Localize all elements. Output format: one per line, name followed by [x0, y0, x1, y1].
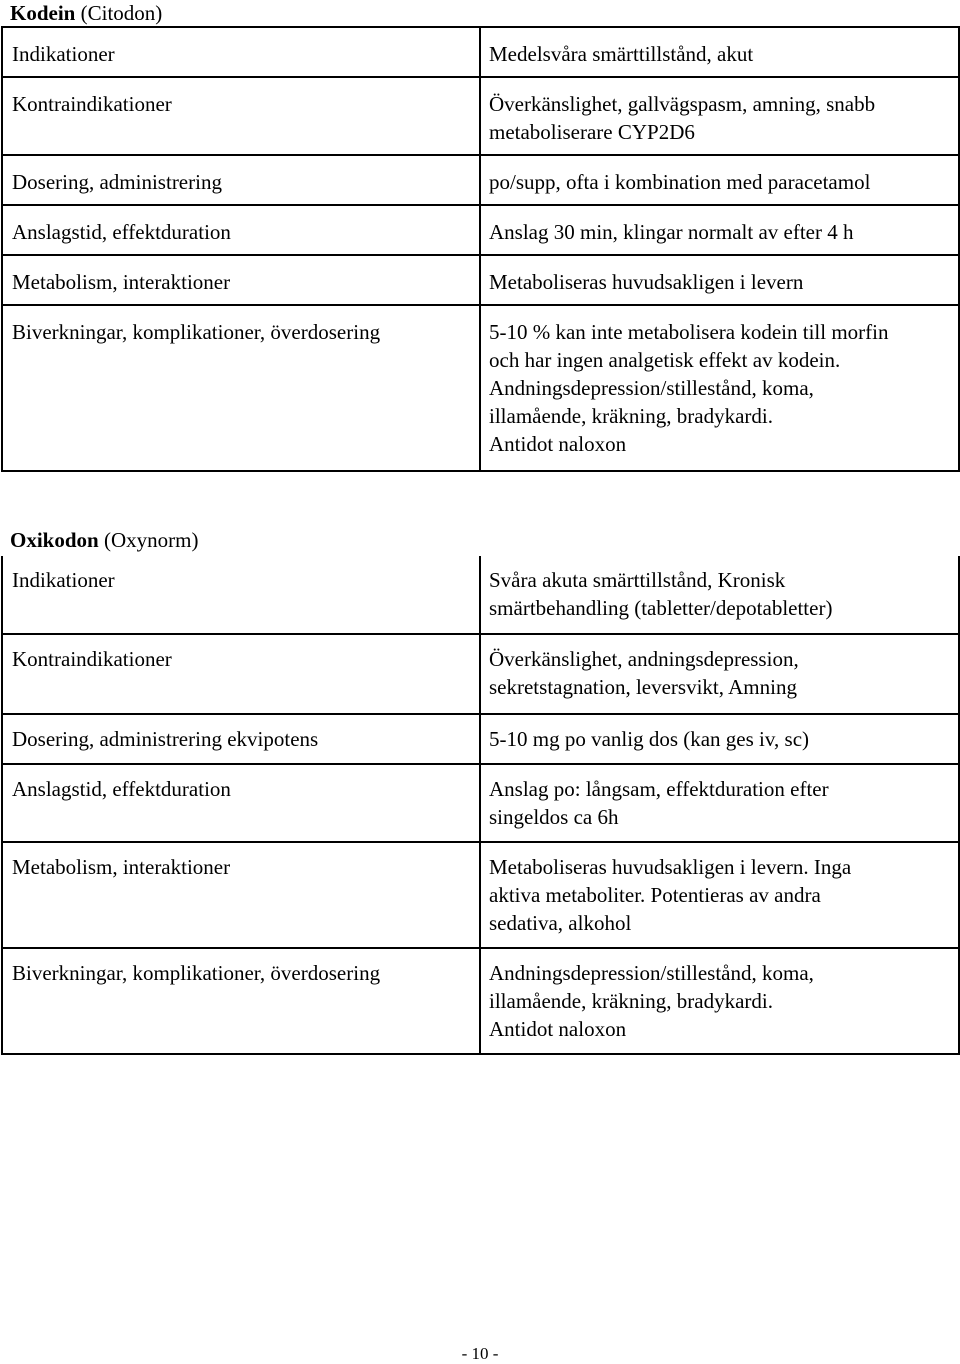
brand-name: (Oxynorm): [103, 528, 199, 552]
value-line: och har ingen analgetisk effekt av kodein.: [489, 348, 841, 372]
value-line: Andningsdepression/stillestånd, koma,: [489, 376, 814, 400]
table-row: [2, 948, 959, 1054]
row-value: [480, 77, 959, 155]
page-number: - 10 -: [461, 1344, 499, 1363]
row-value: [480, 556, 959, 634]
value-line: po/supp, ofta i kombination med paracetamol: [489, 170, 871, 194]
row-value: [480, 714, 959, 764]
value-line: Svåra akuta smärttillstånd, Kronisk: [489, 568, 786, 592]
table-row: [2, 556, 959, 634]
row-label: Indikationer: [2, 556, 480, 634]
value-line: aktiva metaboliter. Potentieras av andra: [489, 883, 821, 907]
table-row: [2, 634, 959, 714]
table-row: [2, 714, 959, 764]
drug-table-kodein: [1, 26, 960, 472]
row-label: Indikationer: [2, 27, 480, 77]
row-label: Dosering, administrering ekvipotens: [2, 714, 480, 764]
table-row: [2, 77, 959, 155]
row-label: Biverkningar, komplikationer, överdosering: [2, 948, 480, 1054]
value-line: Anslag po: långsam, effektduration efter: [489, 777, 829, 801]
row-label: Metabolism, interaktioner: [2, 255, 480, 305]
value-line: Antidot naloxon: [489, 1017, 627, 1041]
drug-table-oxikodon: [1, 556, 960, 1055]
row-value: [480, 634, 959, 714]
value-line: 5-10 % kan inte metabolisera kodein till morfin: [489, 320, 889, 344]
row-value: [480, 948, 959, 1054]
table-row: [2, 842, 959, 948]
row-label: Anslagstid, effektduration: [2, 205, 480, 255]
value-line: Andningsdepression/stillestånd, koma,: [489, 961, 814, 985]
brand-name: (Citodon): [80, 1, 163, 25]
row-value: [480, 255, 959, 305]
value-line: singeldos ca 6h: [489, 805, 619, 829]
value-line: smärtbehandling (tabletter/depotabletter): [489, 596, 833, 620]
value-line: Antidot naloxon: [489, 432, 627, 456]
table-row: [2, 155, 959, 205]
row-value: [480, 764, 959, 842]
value-line: Metaboliseras huvudsakligen i levern. Inga: [489, 855, 852, 879]
row-label: Biverkningar, komplikationer, överdosering: [2, 305, 480, 471]
value-line: Överkänslighet, gallvägspasm, amning, snabb: [489, 92, 876, 116]
drug-name: Kodein: [10, 1, 76, 25]
value-line: sekretstagnation, leversvikt, Amning: [489, 675, 797, 699]
row-label: Metabolism, interaktioner: [2, 842, 480, 948]
row-value: [480, 27, 959, 77]
value-line: Medelsvåra smärttillstånd, akut: [489, 42, 754, 66]
row-value: [480, 205, 959, 255]
drug-name: Oxikodon: [10, 528, 99, 552]
table-row: [2, 27, 959, 77]
value-line: 5-10 mg po vanlig dos (kan ges iv, sc): [489, 727, 810, 751]
value-line: metaboliserare CYP2D6: [489, 120, 695, 144]
section-title-oxikodon: [10, 527, 198, 553]
value-line: Metaboliseras huvudsakligen i levern: [489, 270, 804, 294]
table-row: [2, 764, 959, 842]
row-label: Kontraindikationer: [2, 634, 480, 714]
row-value: [480, 842, 959, 948]
table-row: [2, 205, 959, 255]
value-line: sedativa, alkohol: [489, 911, 632, 935]
table-row: [2, 255, 959, 305]
value-line: Överkänslighet, andningsdepression,: [489, 647, 799, 671]
section-title-kodein: [10, 0, 162, 26]
value-line: illamående, kräkning, bradykardi.: [489, 989, 773, 1013]
row-label: Anslagstid, effektduration: [2, 764, 480, 842]
row-value: [480, 155, 959, 205]
row-label: Dosering, administrering: [2, 155, 480, 205]
table-row: [2, 305, 959, 471]
row-label: Kontraindikationer: [2, 77, 480, 155]
value-line: illamående, kräkning, bradykardi.: [489, 404, 773, 428]
row-value: [480, 305, 959, 471]
value-line: Anslag 30 min, klingar normalt av efter 4 h: [489, 220, 854, 244]
